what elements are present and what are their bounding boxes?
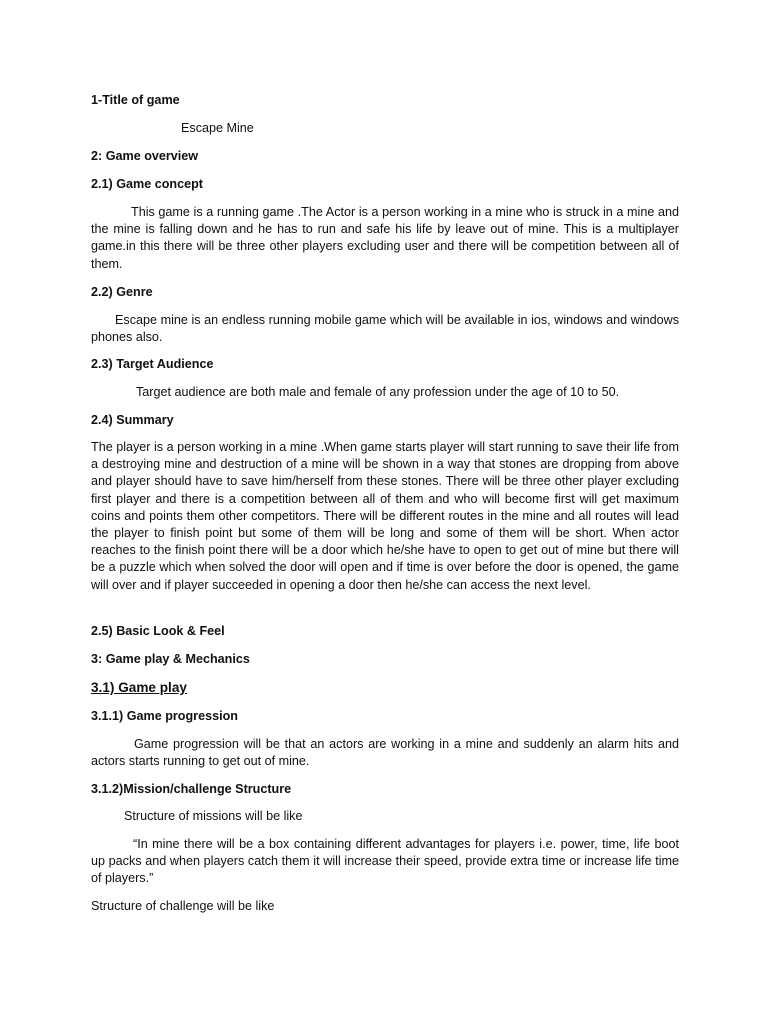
heading-genre: 2.2) Genre xyxy=(91,285,153,299)
heading-game-overview: 2: Game overview xyxy=(91,149,199,163)
paragraph-game-progression: Game progression will be that an actors are working in a mine and suddenly an alarm hits and actors starts running to get out of mine. xyxy=(91,737,679,769)
paragraph-target-audience: Target audience are both male and female of any profession under the age of 10 to 50. xyxy=(136,385,620,399)
paragraph-mission-quote: “In mine there will be a box containing different advantages for players i.e. power, time, life boot up packs and when players catch them it will increase their speed, provide extra time or increase life time of players.” xyxy=(91,837,679,886)
heading-game-concept: 2.1) Game concept xyxy=(91,177,203,191)
heading-game-progression: 3.1.1) Game progression xyxy=(91,709,238,723)
heading-summary: 2.4) Summary xyxy=(91,413,174,427)
heading-mission-challenge-structure: 3.1.2)Mission/challenge Structure xyxy=(91,782,292,796)
paragraph-game-concept: This game is a running game .The Actor is a person working in a mine who is struck in a mine and the mine is falling down and he has to run and safe his life by leave out of mine. This is a multiplayer game.in this there will be three other players excluding user and there will be competition between all of them. xyxy=(91,205,679,271)
heading-game-play-mechanics: 3: Game play & Mechanics xyxy=(91,652,250,666)
heading-basic-look-feel: 2.5) Basic Look & Feel xyxy=(91,624,225,638)
paragraph-challenge-intro: Structure of challenge will be like xyxy=(91,899,275,913)
paragraph-summary: The player is a person working in a mine .When game starts player will start running to save their life from a destroying mine and destruction of a mine will be shown in a way that stones are dropping from above and player should have to save him/herself from these stones. There will be three other player excluding first player and there is a competition between all of them and who will become first will get maximum coins and points them other competitors. There will be different routes in the mine and all routes will lead the player to finish point but some of them will be long and some of them will be short. When actor reaches to the finish point there will be a door which he/she have to open to get out of mine but there will be a puzzle which when solved the door will open and if time is over before the door is opened, the game will over and if player succeeded in opening a door then he/she can access the next level. xyxy=(91,440,679,592)
paragraph-genre: Escape mine is an endless running mobile game which will be available in ios, windows and windows phones also. xyxy=(91,313,679,345)
paragraph-mission-intro: Structure of missions will be like xyxy=(124,809,303,823)
game-name: Escape Mine xyxy=(181,121,254,135)
heading-game-play: 3.1) Game play xyxy=(91,680,187,695)
heading-title-of-game: 1-Title of game xyxy=(91,93,180,107)
heading-target-audience: 2.3) Target Audience xyxy=(91,357,214,371)
